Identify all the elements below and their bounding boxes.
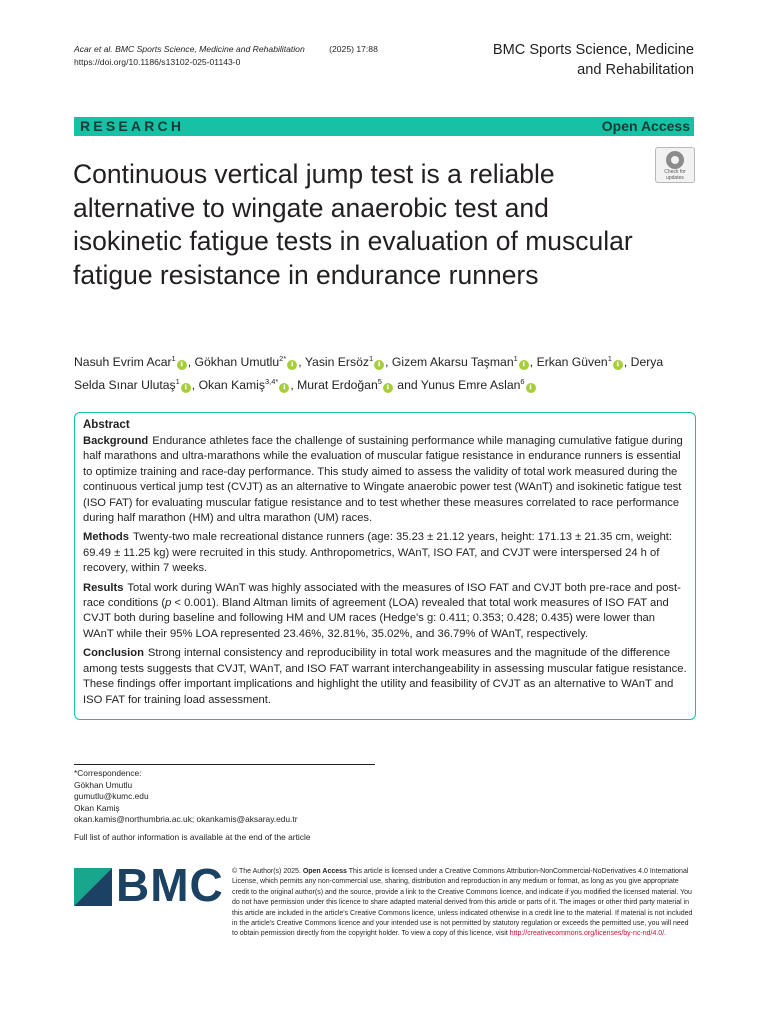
author-name: Okan Kamiş — [198, 378, 265, 393]
abstract-box — [74, 412, 696, 720]
author-affiliation: 1 — [513, 354, 518, 363]
author-separator: , — [187, 355, 195, 370]
license-notice — [232, 867, 694, 940]
orcid-icon[interactable]: ℹ — [177, 360, 187, 370]
article-title: Continuous vertical jump test is a reliable alternative to wingate anaerobic test and isokinetic fatigue tests in evaluation of muscular fatigue resistance in endurance runners — [73, 159, 633, 290]
check-updates-icon — [666, 151, 684, 169]
author-name: Murat Erdoğan — [297, 378, 378, 393]
author-name: Yunus Emre Aslan — [420, 378, 521, 393]
bmc-logo-text: BMC — [116, 859, 224, 911]
author-affiliation: 3,4* — [264, 377, 279, 387]
author-name: Derya Selda Sınar Ulutaş — [74, 355, 664, 393]
check-updates-text — [656, 170, 694, 181]
author-separator: and — [393, 378, 421, 393]
article-type-banner — [74, 117, 694, 136]
author-list — [74, 349, 684, 395]
author-name: Yasin Ersöz — [304, 355, 369, 370]
abstract-conclusion — [83, 646, 687, 708]
check-updates-text-line2: updates — [666, 174, 684, 181]
author-affiliation: 1 — [175, 377, 180, 387]
author-name: Erkan Güven — [536, 355, 608, 370]
author-name: Nasuh Evrim Acar — [74, 355, 172, 370]
correspondence-label: *Correspondence: — [74, 768, 142, 778]
methods-text: Twenty-two male recreational distance runners (age: 35.23 ± 21.12 years, height: 171.13 ± 21.35 cm, weight: 69.49 ± 11.25 kg) were recruited in this study. Anthropometrics, WAnT, ISO FAT, and CVJT were interspersed 24 h of recovery, within 7 weeks. — [83, 531, 673, 575]
background-label: Background — [83, 435, 149, 447]
journal-name-line1: BMC Sports Science, Medicine — [492, 42, 694, 58]
abstract-background — [83, 434, 687, 526]
correspondence-block — [74, 768, 394, 826]
methods-label: Methods — [83, 531, 129, 544]
correspondence-email-2[interactable]: okan.kamis@northumbria.ac.uk; okankamis@aksaray.edu.tr — [74, 814, 298, 825]
journal-name — [414, 40, 694, 80]
author-name: Gökhan Umutlu — [194, 355, 280, 370]
author-separator: , — [529, 355, 537, 370]
orcid-icon[interactable]: ℹ — [181, 383, 191, 393]
orcid-icon[interactable]: ℹ — [287, 360, 297, 370]
results-label: Results — [83, 581, 124, 594]
journal-name-line2: and Rehabilitation — [577, 62, 694, 78]
license-text: This article is licensed under a Creative Commons Attribution-NonCommercial-NoDerivatives 4.0 International License, which permits any non-commercial use, sharing, distribution and reproduction in any medium or format, as long as you give appropriate credit to the original author(s) and the source, provide a link to the Creative Commons licence, and indicate if you modified the licensed material. You do not have permission under this licence to share adapted material derived from this article or parts of it. The images or other third party material in this article are included in the article's Creative Commons licence, unless indicated otherwise in a credit line to the material. If material is not included in the article's Creative Commons licence and your intended use is not permitted by statutory regulation or exceeds the permitted use, you will need to obtain permission directly from the copyright holder. To view a copy of this licence, visit — [232, 868, 693, 938]
citation-journal: BMC Sports Science, Medicine and Rehabilitation — [115, 44, 305, 54]
conclusion-text: Strong internal consistency and reproducibility in total work measures and the magnitude of the difference among tests suggests that CVJT, WAnT, and ISO FAT warrant interchangeability in assessing muscular fatigue resistance. These findings offer important implications and highlight the utility and feasibility of CVJT as an alternative to WAnT and ISO FAT for training load assessment. — [83, 647, 687, 706]
bmc-logo-icon — [74, 868, 112, 906]
results-p-symbol: p — [165, 597, 172, 610]
citation-header — [74, 43, 378, 69]
author-info-note: Full list of author information is available at the end of the article — [74, 832, 311, 842]
author-separator: , — [191, 378, 199, 393]
citation-year: (2025) 17:88 — [329, 44, 378, 54]
abstract-heading: Abstract — [83, 419, 130, 431]
open-access-label: Open Access — [601, 118, 690, 134]
citation-authors: Acar et al. — [74, 44, 113, 54]
orcid-icon[interactable]: ℹ — [519, 360, 529, 370]
results-text-a: Total work during WAnT was highly associated with the measures of ISO FAT and CVJT both pre-race and post-race conditions ( — [83, 581, 681, 610]
author-affiliation: 5 — [377, 377, 382, 387]
author-name: Gizem Akarsu Taşman — [391, 355, 514, 370]
author-affiliation: 1 — [607, 354, 612, 363]
check-updates-text-line1: Check for — [664, 169, 686, 175]
orcid-icon[interactable]: ℹ — [613, 360, 623, 370]
author-affiliation: 1 — [368, 354, 374, 363]
author-separator: , — [298, 355, 305, 370]
author-affiliation: 6 — [520, 377, 525, 387]
check-for-updates-button[interactable] — [655, 147, 695, 183]
license-end: . — [664, 930, 667, 938]
license-link[interactable]: http://creativecommons.org/licenses/by-nc-nd/4.0/ — [509, 930, 665, 938]
doi-link[interactable]: https://doi.org/10.1186/s13102-025-01143-0 — [74, 57, 241, 67]
author-affiliation: 2* — [279, 354, 287, 363]
correspondence-email-1[interactable]: gumutlu@kumc.edu — [74, 791, 149, 802]
copyright-text: © The Author(s) 2025. — [232, 868, 301, 875]
results-text-b: < 0.001). Bland Altman limits of agreement (LOA) revealed that total work measures of ISO FAT and CVJT both during baseline and following HM and UM races (Hedge's g: 0.411; 0.353; 0.428; 0.435) were lower than WAnT while their 95% LOA represented 23.46%, 32.81%, 35.02%, and 36.79% of WAnT, respectively. — [83, 597, 669, 640]
footnote-divider — [74, 764, 375, 765]
orcid-icon[interactable]: ℹ — [383, 383, 393, 393]
license-open-access: Open Access — [302, 868, 347, 875]
background-text: Endurance athletes face the challenge of sustaining performance while managing cumulative fatigue during half marathons and ultra-marathons while the evaluation of muscular fatigue resistance in endurance runners is essential to optimize training and race-day performance. This study aimed to assess the validity of total work measured during the continuous vertical jump test (CVJT) as an alternative to Wingate anaerobic power test (WAnT) and isokinetic fatigue test (ISO FAT) for evaluating muscular fatigue resistance and to test whether these measures correlated to race performance during half marathon (HM) and ultra marathon (UM) races. — [83, 435, 683, 525]
author-separator: , — [385, 355, 392, 370]
correspondence-name-2: Okan Kamiş — [74, 802, 120, 813]
author-separator: , — [290, 378, 298, 393]
conclusion-label: Conclusion — [83, 647, 144, 660]
orcid-icon[interactable]: ℹ — [279, 383, 289, 393]
abstract-results — [83, 581, 687, 643]
orcid-icon[interactable]: ℹ — [374, 360, 384, 370]
correspondence-name-1: Gökhan Umutlu — [74, 779, 133, 790]
orcid-icon[interactable]: ℹ — [526, 383, 536, 393]
author-separator: , — [623, 355, 631, 370]
abstract-methods — [83, 530, 687, 576]
article-type-label: RESEARCH — [80, 118, 185, 134]
author-affiliation: 1 — [171, 354, 176, 363]
